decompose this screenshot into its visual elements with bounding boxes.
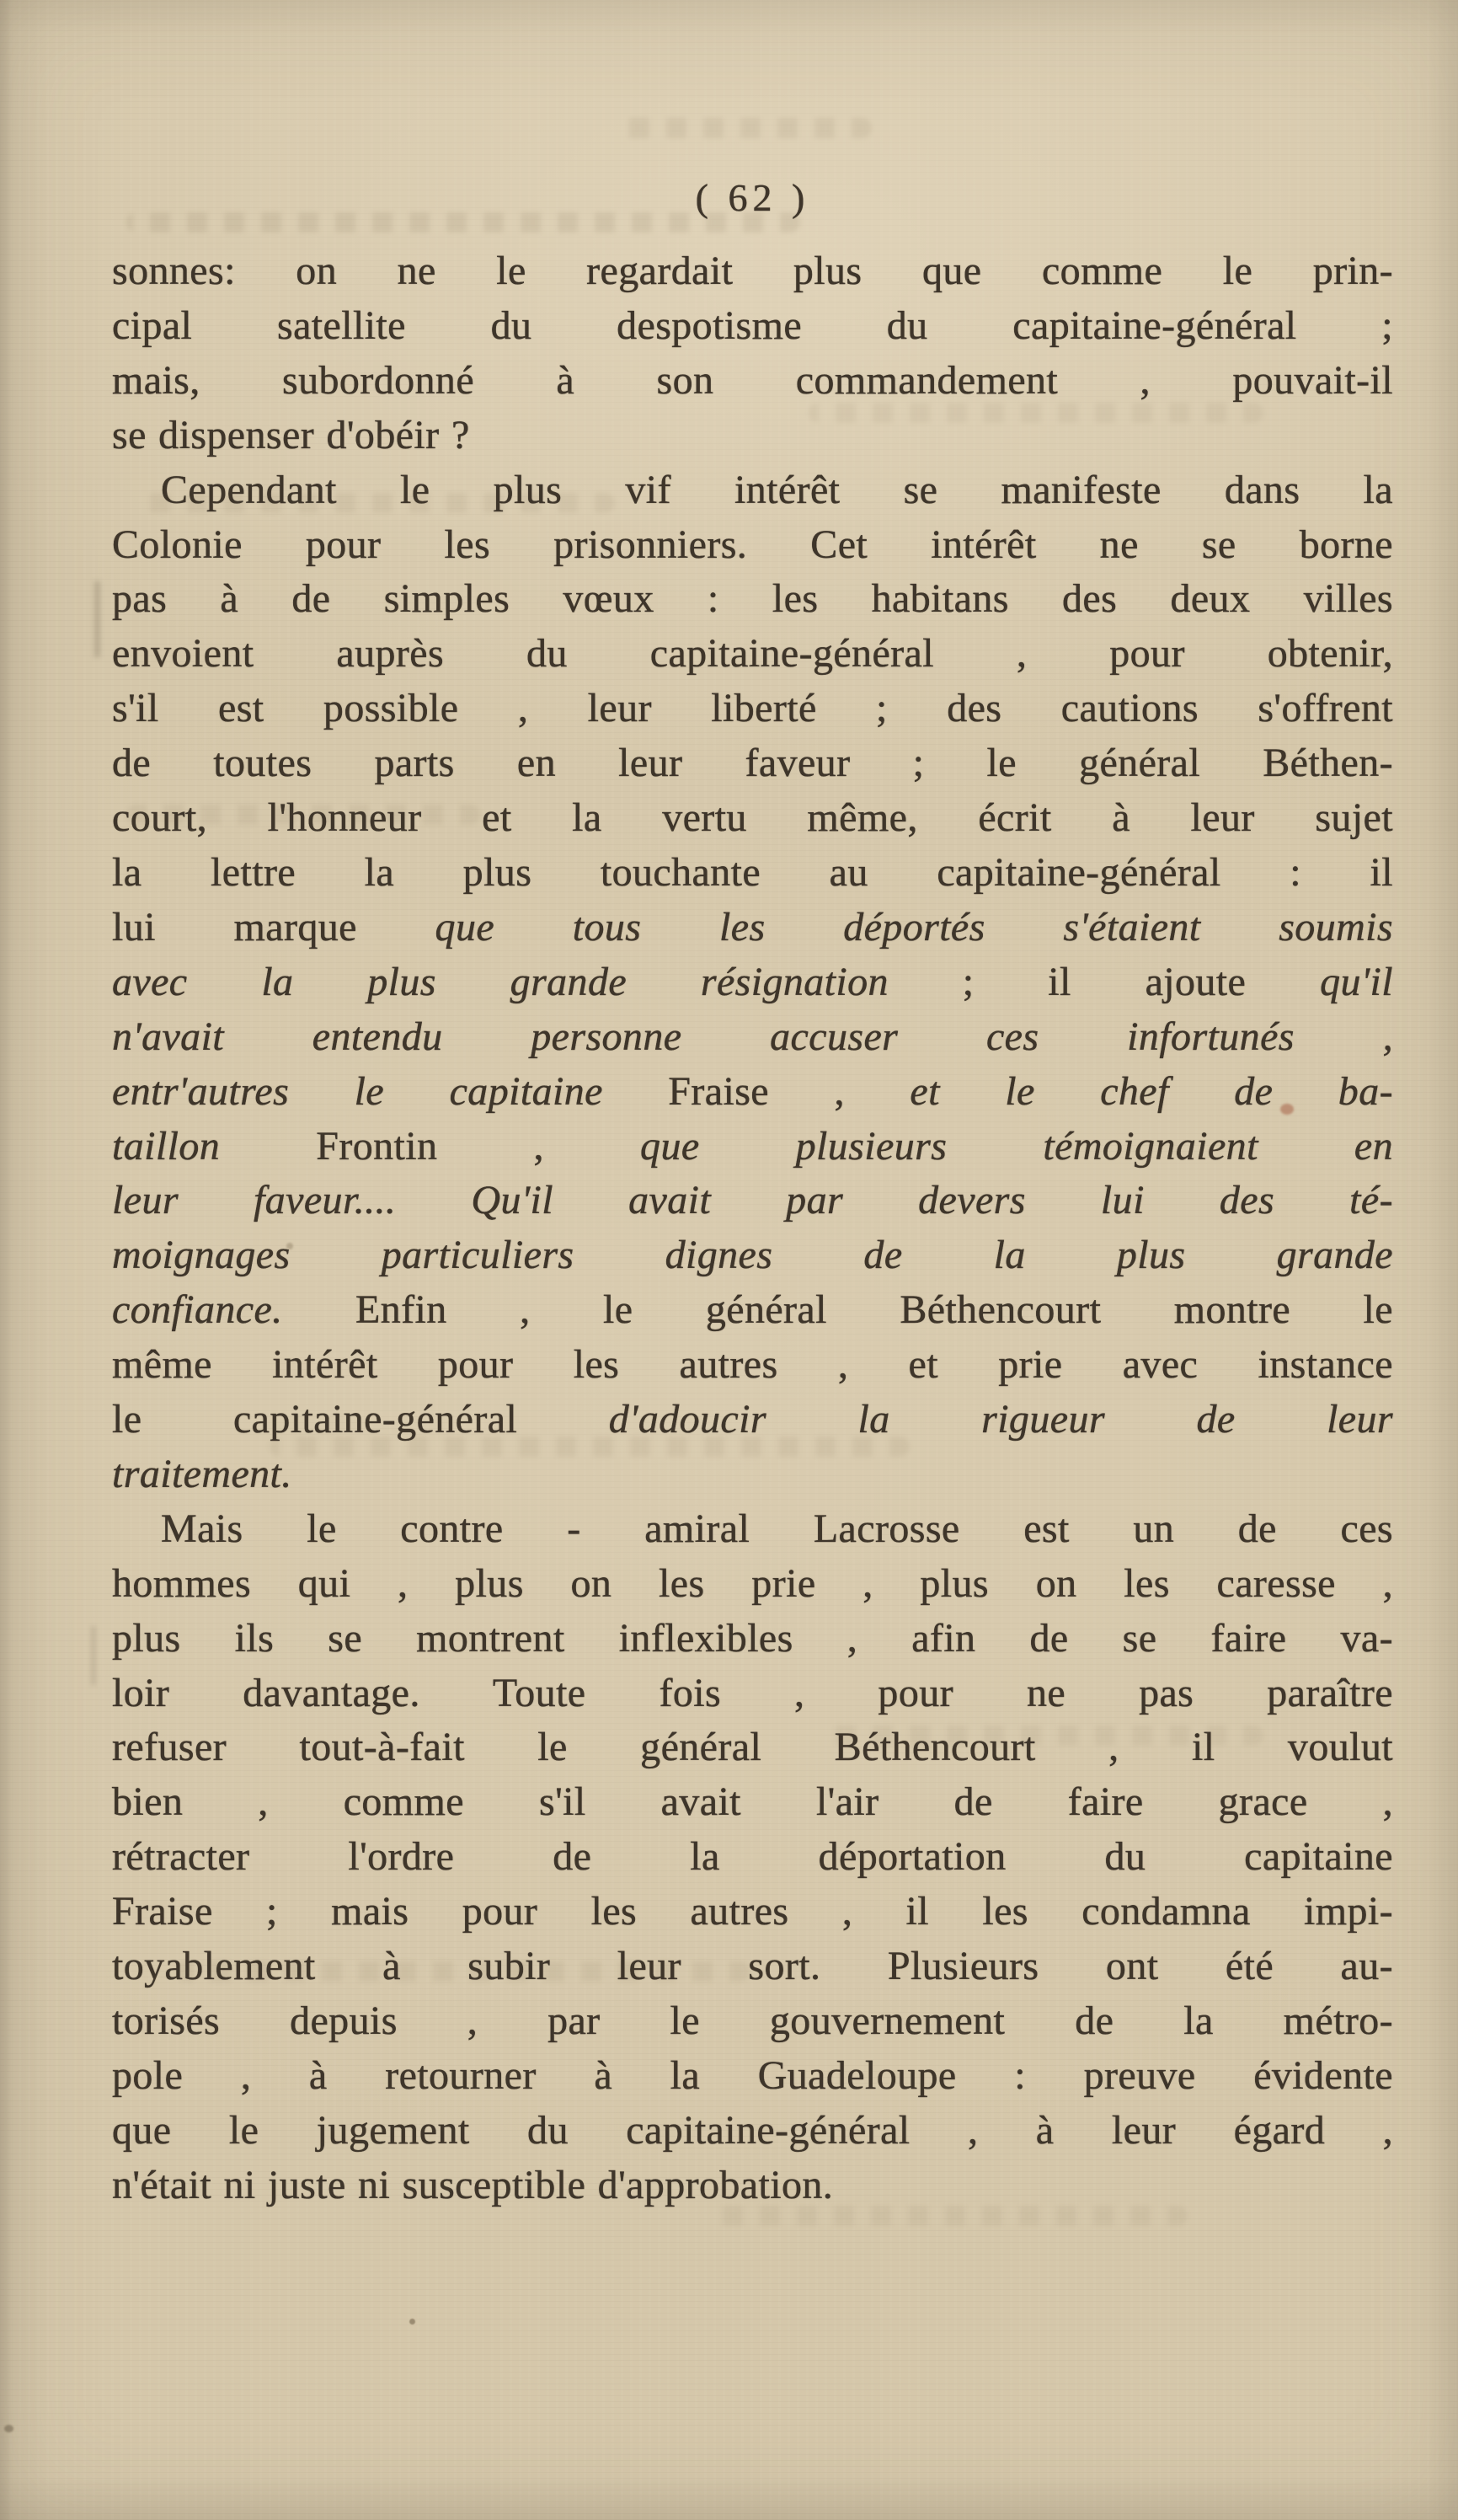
page-text-block	[112, 244, 1393, 2213]
text-segment: n'était ni juste ni susceptible d'approbation.	[112, 2162, 834, 2207]
text-segment: le capitaine-général	[112, 1397, 609, 1442]
italic-text-segment: moignages particuliers dignes de la plus grande	[112, 1233, 1393, 1278]
text-segment: Colonie pour les prisonniers. Cet intérêt ne se borne	[112, 522, 1393, 567]
margin-smudge	[91, 1626, 96, 1685]
text-line	[112, 1393, 1393, 1447]
text-line	[112, 627, 1393, 682]
text-segment: cipal satellite du despotisme du capitaine-général ;	[112, 302, 1393, 348]
text-line	[112, 2049, 1393, 2104]
text-segment: lui marque	[112, 904, 435, 950]
text-segment: se dispenser d'obéir ?	[112, 412, 470, 457]
text-line	[112, 955, 1393, 1010]
text-segment: la lettre la plus touchante au capitaine-général : il	[112, 849, 1393, 895]
text-segment: Fraise ,	[668, 1068, 911, 1114]
text-line	[112, 682, 1393, 736]
text-segment: de toutes parts en leur faveur ; le général Béthen-	[112, 741, 1393, 786]
text-segment: s'il est possible , leur liberté ; des cautions s'offrent	[112, 686, 1393, 731]
text-segment: envoient auprès du capitaine-général , pour obtenir,	[112, 631, 1393, 677]
italic-text-segment: avec la plus grande résignation	[112, 959, 963, 1004]
italic-text-segment: taillon	[112, 1123, 317, 1169]
text-line	[112, 1228, 1393, 1283]
text-line	[112, 518, 1393, 573]
text-line	[112, 409, 1393, 463]
text-line	[112, 354, 1393, 409]
text-line	[112, 1775, 1393, 1830]
text-segment: Frontin ,	[316, 1123, 641, 1169]
text-line	[112, 846, 1393, 901]
text-line	[112, 1120, 1393, 1174]
text-line	[112, 572, 1393, 627]
text-line	[112, 1830, 1393, 1885]
text-line	[112, 2104, 1393, 2159]
text-segment: torisés depuis , par le gouvernement de la métro-	[112, 1998, 1393, 2043]
text-line	[112, 299, 1393, 354]
text-line	[112, 1612, 1393, 1667]
page-number: ( 62 )	[695, 176, 810, 219]
text-segment: bien , comme s'il avait l'air de faire grace ,	[112, 1779, 1393, 1825]
text-line	[112, 1283, 1393, 1338]
italic-text-segment: d'adoucir la rigueur de leur	[608, 1397, 1393, 1442]
text-line	[112, 2159, 1393, 2213]
text-line	[112, 1720, 1393, 1775]
text-segment: même intérêt pour les autres , et prie avec instance	[112, 1342, 1393, 1388]
text-line	[112, 1502, 1393, 1557]
text-segment: court, l'honneur et la vertu même, écrit à leur sujet	[112, 795, 1393, 841]
text-segment: refuser tout-à-fait le général Béthencourt , il voulut	[112, 1725, 1393, 1770]
text-line	[112, 1667, 1393, 1721]
italic-text-segment: qu'il	[1320, 959, 1393, 1004]
margin-smudge	[94, 581, 100, 657]
text-line	[112, 1010, 1393, 1065]
italic-text-segment: et le chef de ba-	[910, 1068, 1393, 1114]
text-line	[112, 1885, 1393, 1939]
text-segment: Fraise ; mais pour les autres , il les condamna impi-	[112, 1889, 1393, 1934]
text-line	[112, 1065, 1393, 1120]
text-segment: sonnes: on ne le regardait plus que comme le prin-	[112, 249, 1393, 293]
text-segment: mais, subordonné à son commandement , pouvait-il	[112, 357, 1393, 403]
text-line	[112, 1557, 1393, 1612]
text-line	[112, 791, 1393, 846]
text-line	[112, 244, 1393, 299]
text-line	[112, 1994, 1393, 2049]
bleedthrough-texture	[619, 118, 872, 138]
text-segment: hommes qui , plus on les prie , plus on les caresse ,	[112, 1560, 1393, 1606]
italic-text-segment: traitement.	[112, 1451, 292, 1496]
foxing-speck	[409, 2319, 415, 2325]
text-line	[112, 901, 1393, 955]
text-segment: Cependant le plus vif intérêt se manifeste dans la	[161, 467, 1393, 512]
italic-text-segment: que tous les déportés s'étaient soumis	[435, 904, 1393, 950]
text-line	[112, 1338, 1393, 1393]
text-segment: Mais le contre - amiral Lacrosse est un de ces	[161, 1506, 1393, 1551]
text-segment: plus ils se montrent inflexibles , afin de se faire va-	[112, 1615, 1393, 1661]
text-segment: ; il ajoute	[962, 959, 1321, 1004]
text-segment: loir davantage. Toute fois , pour ne pas paraître	[112, 1670, 1393, 1715]
italic-text-segment: que plusieurs témoignaient en	[640, 1123, 1394, 1169]
text-segment: que le jugement du capitaine-général , à leur égard ,	[112, 2107, 1393, 2153]
text-segment: toyablement à subir leur sort. Plusieurs ont été au-	[112, 1944, 1393, 1989]
italic-text-segment: n'avait entendu personne accuser ces infortunés ,	[112, 1014, 1393, 1059]
text-segment: pas à de simples vœux : les habitans des deux villes	[112, 576, 1393, 622]
text-line	[112, 463, 1393, 518]
foxing-speck	[4, 2425, 13, 2432]
text-segment: Enfin , le général Béthencourt montre le	[355, 1287, 1393, 1333]
text-segment: rétracter l'ordre de la déportation du capitaine	[112, 1834, 1393, 1880]
text-line	[112, 1174, 1393, 1228]
text-segment: pole , à retourner à la Guadeloupe : preuve évidente	[112, 2052, 1393, 2098]
text-line	[112, 1939, 1393, 1994]
text-line	[112, 1447, 1393, 1502]
text-line	[112, 736, 1393, 791]
italic-text-segment: entr'autres le capitaine	[112, 1068, 669, 1114]
italic-text-segment: confiance.	[112, 1287, 356, 1333]
italic-text-segment: leur faveur.... Qu'il avait par devers lui des té-	[112, 1178, 1393, 1223]
